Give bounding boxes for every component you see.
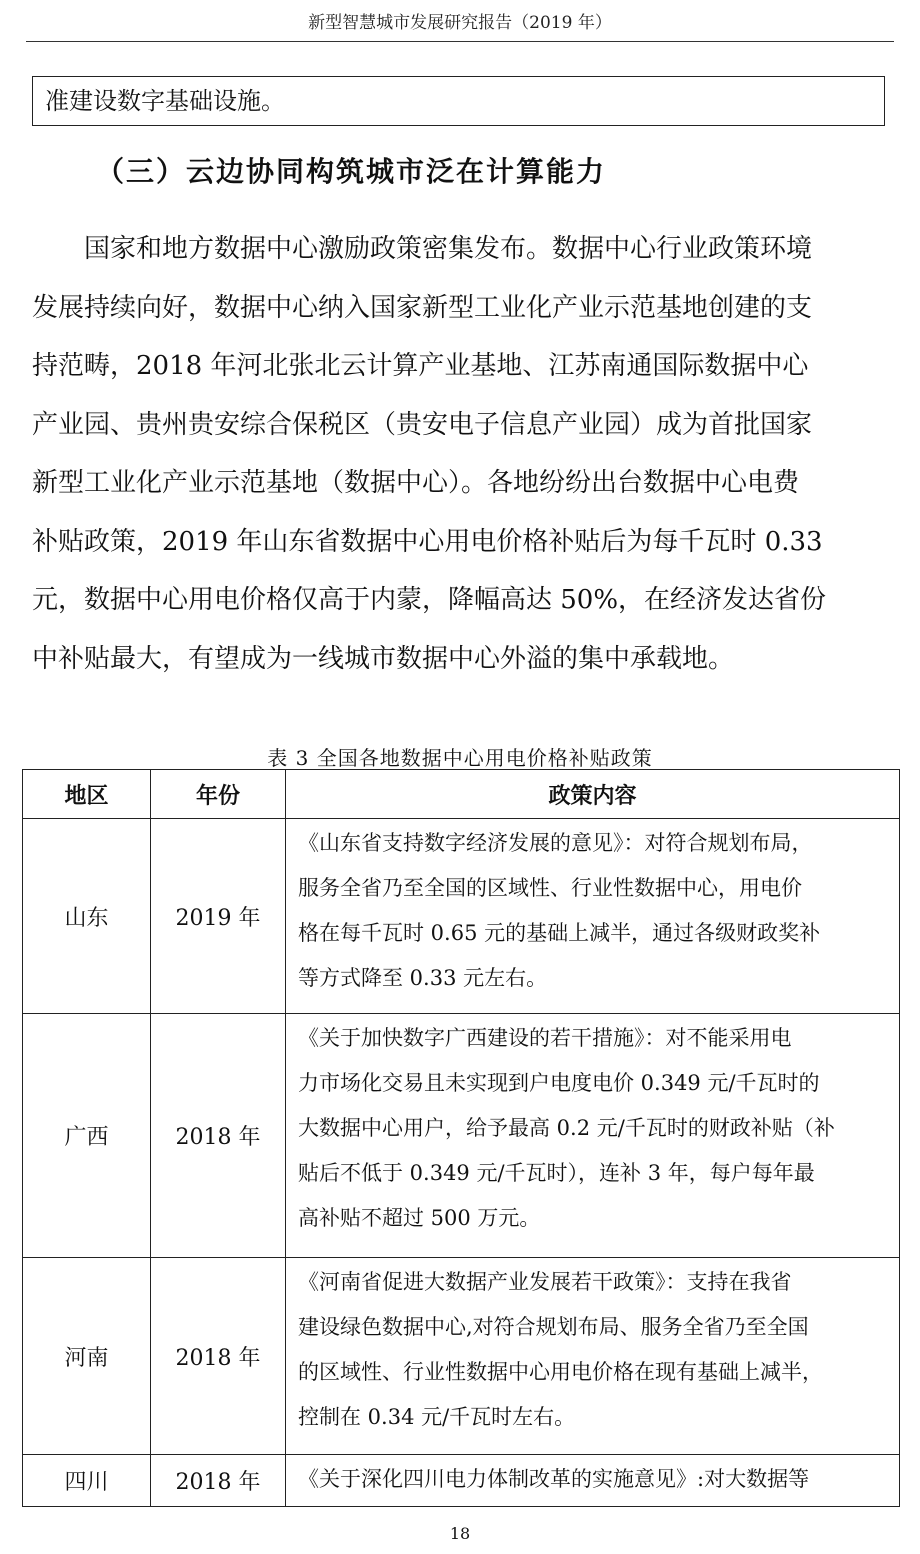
paragraph-line: 元，数据中心用电价格仅高于内蒙，降幅高达 50%，在经济发达省份 [32,585,827,615]
column-header-region: 地区 [23,770,151,819]
header-divider [26,41,894,42]
column-header-year: 年份 [151,770,286,819]
policy-line: 高补贴不超过 500 万元。 [298,1206,541,1230]
paragraph-line: 补贴政策，2019 年山东省数据中心用电价格补贴后为每千瓦时 0.33 [32,526,823,557]
table-row [23,1014,900,1258]
page-number: 18 [449,1524,471,1543]
policy-cell [286,1455,900,1507]
policy-cell [286,1014,900,1258]
table-row [23,1455,900,1507]
table-row [23,1258,900,1455]
policy-line: 格在每千瓦时 0.65 元的基础上减半，通过各级财政奖补 [298,921,821,945]
policy-line: 服务全省乃至全国的区域性、行业性数据中心，用电价 [298,876,802,900]
region-cell: 河南 [23,1258,151,1455]
body-paragraph [32,220,898,688]
section-heading: （三）云边协同构筑城市泛在计算能力 [96,155,607,188]
paragraph-line: 中补贴最大，有望成为一线城市数据中心外溢的集中承载地。 [32,643,735,674]
running-header: 新型智慧城市发展研究报告（2019 年） [308,13,612,33]
policy-line: 大数据中心用户，给予最高 0.2 元/千瓦时的财政补贴（补 [298,1116,835,1140]
paragraph-line: 新型工业化产业示范基地（数据中心）。各地纷纷出台数据中心电费 [32,468,800,498]
policy-line: 《关于加快数字广西建设的若干措施》：对不能采用电 [298,1026,792,1050]
region-cell: 四川 [23,1455,151,1507]
paragraph-line: 国家和地方数据中心激励政策密集发布。数据中心行业政策环境 [32,234,813,264]
policy-line: 等方式降至 0.33 元左右。 [298,966,548,990]
paragraph-line: 持范畴，2018 年河北张北云计算产业基地、江苏南通国际数据中心 [32,351,809,381]
column-header-policy: 政策内容 [286,770,900,819]
subsidy-policy-table [22,769,900,1507]
policy-cell [286,1258,900,1455]
policy-line: 控制在 0.34 元/千瓦时左右。 [298,1405,576,1429]
region-cell: 广西 [23,1014,151,1258]
year-cell: 2019 年 [151,819,286,1014]
policy-line: 的区域性、行业性数据中心用电价格在现有基础上减半， [298,1360,823,1384]
paragraph-line: 发展持续向好，数据中心纳入国家新型工业化产业示范基地创建的支 [32,292,813,323]
policy-line: 贴后不低于 0.349 元/千瓦时），连补 3 年，每户每年最 [298,1161,815,1185]
policy-line: 建设绿色数据中心,对符合规划布局、服务全省乃至全国 [298,1315,809,1339]
table-header-row [23,770,900,819]
policy-line: 力市场化交易且未实现到户电度电价 0.349 元/千瓦时的 [298,1071,820,1095]
year-cell: 2018 年 [151,1258,286,1455]
boxed-text: 准建设数字基础设施。 [32,76,885,126]
table-caption: 表 3 全国各地数据中心用电价格补贴政策 [267,746,653,770]
table-row [23,819,900,1014]
year-cell: 2018 年 [151,1014,286,1258]
policy-line: 《山东省支持数字经济发展的意见》：对符合规划布局， [298,831,813,855]
paragraph-line: 产业园、贵州贵安综合保税区（贵安电子信息产业园）成为首批国家 [32,409,813,440]
year-cell: 2018 年 [151,1455,286,1507]
policy-cell [286,819,900,1014]
region-cell: 山东 [23,819,151,1014]
policy-line: 《河南省促进大数据产业发展若干政策》：支持在我省 [298,1270,792,1294]
policy-line: 《关于深化四川电力体制改革的实施意见》:对大数据等 [298,1467,810,1491]
